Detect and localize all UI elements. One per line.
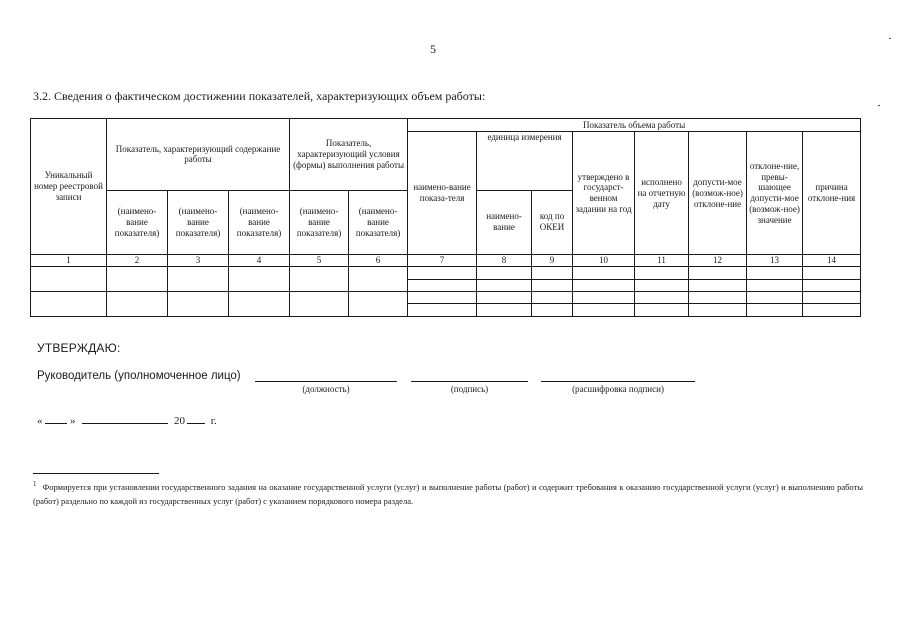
table-cell[interactable] [803, 267, 861, 279]
position-caption: (должность) [302, 384, 350, 394]
decoding-caption: (расшифровка подписи) [572, 384, 664, 394]
column-number: 12 [689, 254, 747, 266]
table-cell[interactable] [477, 304, 532, 317]
header-exceeding-deviation: отклоне-ние, превы-шающее допусти-мое (возмож-ное) значение [747, 132, 803, 254]
table-cell[interactable] [635, 292, 689, 304]
table-cell[interactable] [803, 292, 861, 304]
header-unique-number: Уникальный номер реестровой записи [31, 119, 107, 255]
table-cell[interactable] [689, 304, 747, 317]
table-cell[interactable] [229, 292, 290, 317]
table-cell[interactable] [635, 279, 689, 291]
column-number: 14 [803, 254, 861, 266]
decoding-line[interactable] [541, 381, 695, 382]
table-cell[interactable] [635, 304, 689, 317]
subheader-indicator: (наимено-вание показателя) [349, 190, 408, 254]
header-deviation-reason: причина отклоне-ния [803, 132, 861, 254]
table-cell[interactable] [573, 267, 635, 279]
table-cell[interactable] [107, 292, 168, 317]
month-blank[interactable] [82, 414, 168, 424]
year-prefix: 20 [174, 415, 185, 427]
table-cell[interactable] [408, 304, 477, 317]
table-cell[interactable] [689, 279, 747, 291]
header-volume-group: Показатель объема работы [408, 119, 861, 132]
table-cell[interactable] [408, 267, 477, 279]
footnote-text: Формируется при установлении государственного задания на оказание государственной услуги (услуг) и выполнение работы (работ) и содержит требования к оказанию государственной услуги (услуг) и выполнению работы (работ) раздельно по каждой из государственных услуг (работ) с указанием порядкового номера раздела. [33, 481, 863, 506]
column-number: 8 [477, 254, 532, 266]
subheader-indicator: (наимено-вание показателя) [229, 190, 290, 254]
table-cell[interactable] [532, 267, 573, 279]
page-number: 5 [430, 42, 436, 56]
date-line [37, 414, 217, 427]
table-cell[interactable] [573, 304, 635, 317]
section-title: 3.2. Сведения о фактическом достижении показателей, характеризующих объем работы: [33, 89, 486, 103]
table-cell[interactable] [290, 267, 349, 292]
table-cell[interactable] [349, 292, 408, 317]
footnote [33, 479, 863, 508]
indicators-table [30, 118, 861, 317]
subheader-indicator: (наимено-вание показателя) [290, 190, 349, 254]
year-blank[interactable] [187, 414, 205, 424]
footnote-marker: 1 [33, 480, 37, 488]
signature-caption: (подпись) [450, 384, 489, 394]
header-indicator-name: наимено-вание показа-теля [408, 132, 477, 254]
table-cell[interactable] [747, 279, 803, 291]
table-cell[interactable] [477, 292, 532, 304]
column-number: 9 [532, 254, 573, 266]
header-done: исполнено на отчетную дату [635, 132, 689, 254]
table-cell[interactable] [107, 267, 168, 292]
table-cell[interactable] [747, 267, 803, 279]
table-cell[interactable] [408, 279, 477, 291]
table-cell[interactable] [573, 292, 635, 304]
table-cell[interactable] [689, 267, 747, 279]
column-number: 6 [349, 254, 408, 266]
position-line[interactable] [255, 381, 397, 382]
subheader-indicator: (наимено-вание показателя) [168, 190, 229, 254]
table-cell[interactable] [573, 279, 635, 291]
table-cell[interactable] [168, 292, 229, 317]
table-cell[interactable] [747, 304, 803, 317]
year-suffix: г. [210, 415, 217, 427]
header-work-conditions: Показатель, характеризующий условия (формы) выполнения работы [290, 119, 408, 191]
scan-mark [889, 38, 891, 39]
column-number: 4 [229, 254, 290, 266]
subheader-okei-code: код по ОКЕИ [532, 190, 573, 254]
table-cell[interactable] [168, 267, 229, 292]
table-cell[interactable] [689, 292, 747, 304]
table-cell[interactable] [747, 292, 803, 304]
column-number: 2 [107, 254, 168, 266]
subheader-unit-name: наимено-вание [477, 190, 532, 254]
head-label: Руководитель (уполномоченное лицо) [37, 370, 241, 382]
header-work-content: Показатель, характеризующий содержание работы [107, 119, 290, 191]
table-cell[interactable] [477, 267, 532, 279]
header-approved: утверждено в государст-венном задании на год [573, 132, 635, 254]
table-cell[interactable] [477, 279, 532, 291]
date-open-quote: « [37, 415, 43, 427]
table-row [31, 267, 861, 279]
table-cell[interactable] [532, 279, 573, 291]
header-allowed-deviation: допусти-мое (возмож-ное) отклоне-ние [689, 132, 747, 254]
column-number: 10 [573, 254, 635, 266]
table-cell[interactable] [635, 267, 689, 279]
table-cell[interactable] [229, 267, 290, 292]
scan-mark [878, 105, 880, 106]
subheader-indicator: (наимено-вание показателя) [107, 190, 168, 254]
column-number: 1 [31, 254, 107, 266]
table-cell[interactable] [31, 292, 107, 317]
header-unit: единица измерения [477, 132, 573, 190]
table-cell[interactable] [349, 267, 408, 292]
footnote-rule [33, 473, 159, 474]
column-number: 5 [290, 254, 349, 266]
column-number: 11 [635, 254, 689, 266]
table-cell[interactable] [532, 304, 573, 317]
column-number: 3 [168, 254, 229, 266]
signature-line[interactable] [411, 381, 528, 382]
approval-title: УТВЕРЖДАЮ: [37, 341, 121, 355]
table-cell[interactable] [408, 292, 477, 304]
table-cell[interactable] [803, 279, 861, 291]
table-cell[interactable] [290, 292, 349, 317]
column-number: 13 [747, 254, 803, 266]
day-blank[interactable] [45, 414, 67, 424]
table-row [31, 292, 861, 304]
table-cell[interactable] [31, 267, 107, 292]
date-close-quote: » [70, 415, 76, 427]
table-cell[interactable] [803, 304, 861, 317]
table-cell[interactable] [532, 292, 573, 304]
column-number: 7 [408, 254, 477, 266]
